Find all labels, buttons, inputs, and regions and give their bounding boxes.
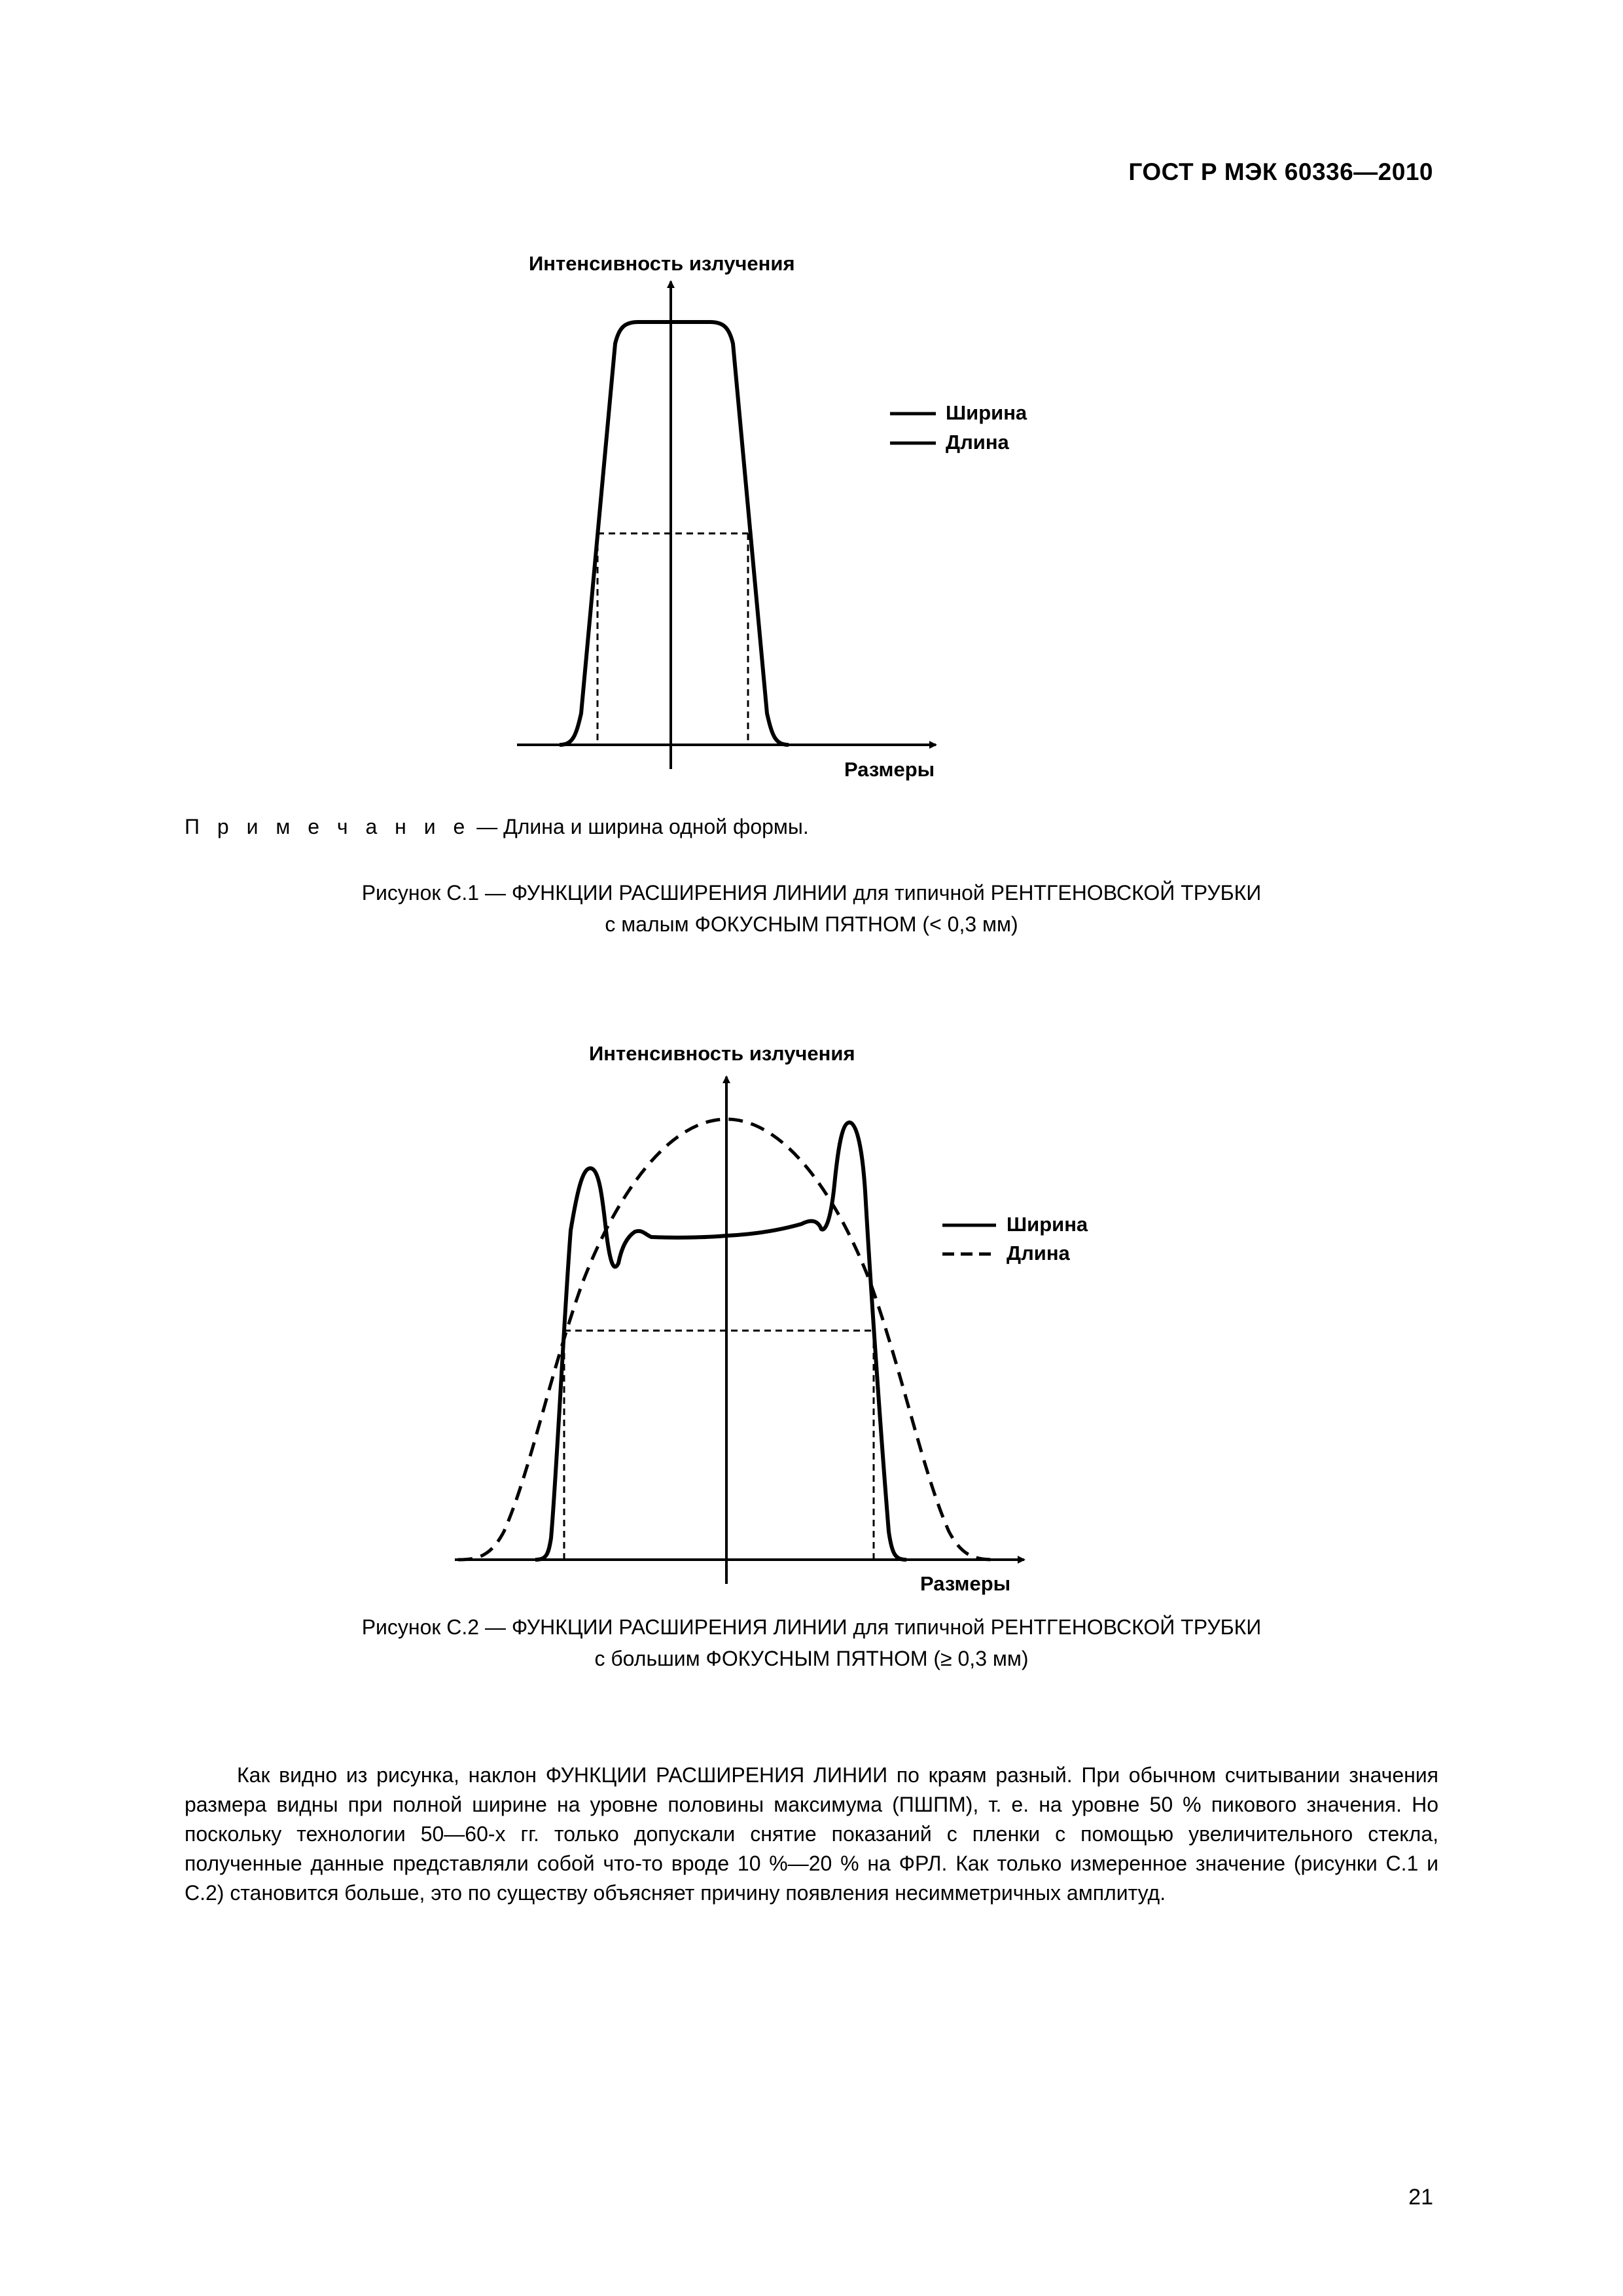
- figure-c2-caption: [0, 1611, 1623, 1674]
- c1-y-axis-label: Интенсивность излучения: [529, 252, 795, 275]
- note-text: — Длина и ширина одной формы.: [471, 815, 809, 838]
- figure-c1-plot: [0, 0, 1623, 812]
- c2-y-axis-label: Интенсивность излучения: [589, 1042, 855, 1065]
- c1-legend-width: Ширина: [946, 401, 1027, 424]
- c1-x-axis-label: Размеры: [844, 758, 935, 781]
- c1-width-curve: [560, 322, 789, 745]
- c2-width-curve: [535, 1122, 906, 1560]
- document-code: ГОСТ Р МЭК 60336—2010: [1128, 158, 1433, 185]
- figure-c1-note: [185, 815, 809, 839]
- figure-c2-plot: [0, 1021, 1623, 1610]
- body-text: [185, 1761, 1438, 1908]
- figure-c1: [0, 0, 1623, 812]
- figure-c1-caption-line2: с малым ФОКУСНЫМ ПЯТНОМ (< 0,3 мм): [605, 912, 1018, 936]
- figure-c1-caption: [0, 877, 1623, 940]
- page-number: 21: [1408, 2185, 1433, 2210]
- c2-legend-width: Ширина: [1007, 1213, 1088, 1236]
- body-paragraph: Как видно из рисунка, наклон ФУНКЦИИ РАСШИРЕНИЯ ЛИНИИ по краям разный. При обычном считывании значения размера видны при полной ширине на уровне половины максимума (ПШПМ), т. е. на уровне 50 % пикового значения. Но поскольку технологии 50—60-х гг. только допускали снятие показаний с пленки с помощью увеличительного стекла, полученные данные представляли собой что-то вроде 10 %—20 % на ФРЛ. Как только измеренное значение (рисунки C.1 и C.2) становится больше, это по существу объясняет причину появления несимметричных амплитуд.: [185, 1763, 1438, 1905]
- c1-legend-length: Длина: [946, 431, 1009, 454]
- figure-c2-caption-line1: Рисунок C.2 — ФУНКЦИИ РАСШИРЕНИЯ ЛИНИИ для типичной РЕНТГЕНОВСКОЙ ТРУБКИ: [361, 1615, 1262, 1639]
- note-prefix: П р и м е ч а н и е: [185, 815, 471, 838]
- c2-legend-length: Длина: [1007, 1242, 1070, 1265]
- figure-c2: [0, 1021, 1623, 1610]
- figure-c1-caption-line1: Рисунок C.1 — ФУНКЦИИ РАСШИРЕНИЯ ЛИНИИ для типичной РЕНТГЕНОВСКОЙ ТРУБКИ: [361, 881, 1262, 905]
- figure-c2-caption-line2: с большим ФОКУСНЫМ ПЯТНОМ (≥ 0,3 мм): [594, 1647, 1029, 1670]
- c2-x-axis-label: Размеры: [920, 1572, 1011, 1595]
